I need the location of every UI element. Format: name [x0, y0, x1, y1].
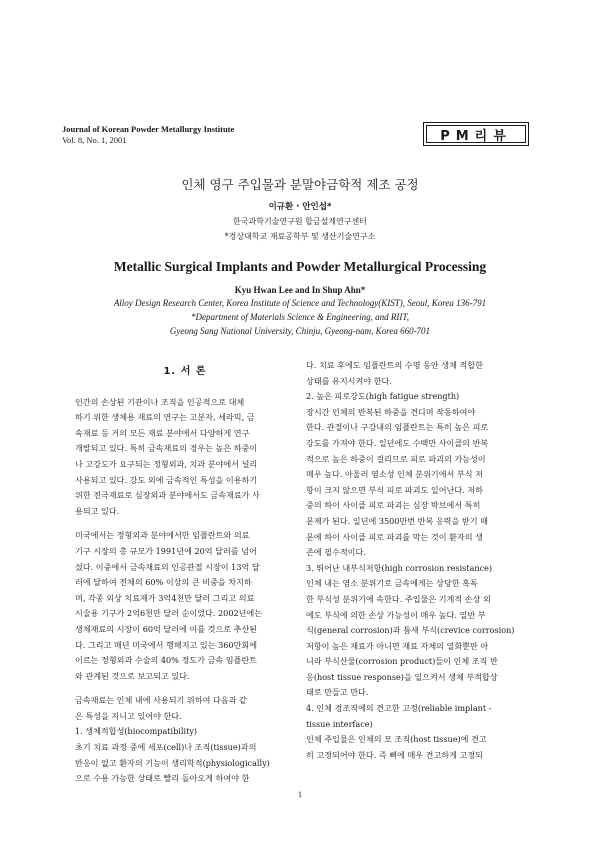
title-english: Metallic Surgical Implants and Powder Metallurgical Processing [113, 259, 487, 274]
text-line: 항이 크지 않으면 부식 피로 파괴도 일어난다. 저하 [306, 484, 483, 495]
text-line: 히 고정되어야 한다. 즉 뼈에 매우 견고하게 고정되 [306, 749, 483, 760]
section-badge: PM리뷰 [423, 122, 529, 146]
text-line: 3. 뛰어난 내부식저항(high corrosion resistance) [306, 562, 493, 573]
text-line: 하기 위한 생체용 재료의 연구는 고분자, 세라믹, 금 [75, 412, 255, 423]
text-line: 중의 하이 사이클 피로 파괴는 심장 박브에서 특히 [306, 500, 481, 511]
text-line: 상태를 유지시켜야 한다. [306, 375, 392, 386]
text-line: 용되고 있다. [75, 505, 120, 516]
text-line: 4. 인체 경조직에의 견고한 고정(reliable implant - [306, 703, 492, 714]
affiliation-korean-1: 한국과학기술연구원 합금설계연구센터 [233, 217, 367, 226]
text-line: 응(host tissue response)을 일으켜서 생체 부적합상 [306, 671, 498, 682]
section-heading: 1. 서 론 [163, 366, 207, 377]
text-line: 러에 달하여 전체의 60% 이상의 큰 비중을 차지하 [75, 577, 252, 588]
text-line: 으로 수용 가능한 상태로 빨리 돌아오게 하여야 한 [75, 773, 250, 784]
text-line: 한다. 관절이나 구강내의 임플란트는 특히 높은 피로 [306, 422, 489, 433]
affiliation-english-1: Alloy Design Research Center, Korea Institute of Science and Technology(KIST), Seoul, Korea 136-791 [113, 298, 487, 308]
text-line: 개발되고 있다. 특히 금속재료의 경우는 높은 하중이 [75, 443, 258, 454]
left-column [75, 354, 295, 787]
journal-info [62, 124, 234, 146]
text-line: 장시간 인체의 반복된 하중을 견디며 작동하여야 [306, 406, 476, 417]
authors-korean: 이규환 · 안인섭* [268, 202, 332, 212]
text-line: 위한 전극재료로 심장외과 분야에서도 금속재료가 사 [75, 490, 260, 501]
text-line: 존에 필수적이다. [306, 547, 366, 558]
text-line: 적으로 높은 하중이 걸리므로 피로 파괴의 가능성이 [306, 453, 486, 464]
text-line: 매우 높다. 아울러 염소성 인체 분위기에서 부식 저 [306, 469, 483, 480]
paragraph-gap [75, 519, 295, 528]
text-line: 반응이 없고 환자의 기능이 생리학적(physiologically) [75, 757, 270, 768]
text-line: 나 고강도가 요구되는 정형외과, 치과 분야에서 널리 [75, 458, 258, 469]
text-line: 강도를 가져야 한다. 일년에도 수백만 사이클의 반복 [306, 437, 489, 448]
text-line: 다. 그리고 매년 미국에서 행해지고 있는 360만회에 [75, 639, 258, 650]
title-korean: 인체 영구 주입물과 분말야금학적 제조 공정 [181, 177, 419, 192]
text-line: 속재료 등 거의 모든 재료 분야에서 다양하게 연구 [75, 427, 250, 438]
affiliation-korean-2: *경상대학교 재료공학부 및 생산기술연구소 [224, 232, 376, 241]
text-line: 문제가 된다. 일년에 3500만번 반복 응력을 받기 때 [306, 515, 488, 526]
text-line: 생체재료의 시장이 60억 달러에 이를 것으로 추산된 [75, 623, 258, 634]
text-line: 니라 부식산물(corrosion product)들이 인체 조직 반 [306, 656, 498, 667]
text-line: 1. 생체적합성(biocompatibility) [75, 726, 198, 737]
text-line: 에도 부식에 의한 손상 가능성이 매우 높다. 일반 부 [306, 609, 486, 620]
text-line: 다. 치료 후에도 임플란트의 수명 동안 생체 적합한 [306, 360, 483, 370]
text-line: 초기 치료 과정 중에 세포(cell)나 조직(tissue)과의 [75, 742, 257, 753]
text-line: 금속재료는 인체 내에 사용되기 위하여 다음과 같 [75, 695, 247, 706]
text-line: 와 관계된 것으로 보고되고 있다. [75, 670, 190, 681]
right-column-body [306, 358, 526, 763]
text-line: 2. 높은 피로강도(high fatigue strength) [306, 391, 460, 402]
text-line: 인간의 손상된 기관이나 조직을 인공적으로 대체 [75, 396, 245, 407]
journal-name: Journal of Korean Powder Metallurgy Institute [62, 124, 235, 134]
left-column-body [75, 395, 295, 787]
text-line: 저항이 높은 재료가 아니면 재료 자체의 열화뿐만 아 [306, 640, 489, 651]
affiliation-english-2: *Department of Materials Science & Engineering, and RIIT, [190, 312, 410, 322]
text-line: 사용되고 있다. 강도 외에 금속적인 특성을 이용하기 [75, 474, 258, 485]
text-line: 미국에서는 정형외과 분야에서만 임플란트와 의료 [75, 530, 250, 541]
right-column [306, 358, 526, 763]
text-line: 한 부식성 분위기에 속한다. 주입물은 기계적 손상 외 [306, 593, 491, 604]
text-line: 이르는 정형외과 수술의 40% 정도가 금속 임플란트 [75, 655, 257, 666]
journal-volume: Vol. 8, No. 1, 2001 [62, 135, 127, 145]
text-line: 은 특성을 지니고 있어야 한다. [75, 710, 182, 721]
affiliation-english-3: Gyeong Sang National University, Chinju, Gyeong-nam, Korea 660-701 [169, 326, 431, 336]
page-number: 1 [298, 790, 302, 799]
text-line: 문에 하이 사이클 피로 파괴를 막는 것이 환자의 생 [306, 531, 483, 542]
text-line: tissue interface) [306, 718, 373, 729]
text-line: 태로 만들고 만다. [306, 687, 369, 698]
text-line: 시술용 기구가 2억6천만 달러 순이었다. 2002년에는 [75, 608, 263, 619]
text-line: 섰다. 이중에서 금속재료의 인공관절 시장이 13억 달 [75, 561, 260, 572]
text-line: 인체 내는 염소 분위기로 금속에게는 상당한 혹독 [306, 578, 478, 589]
paragraph-gap [75, 684, 295, 693]
authors-english: Kyu Hwan Lee and In Shup Ahn* [234, 285, 366, 295]
text-line: 기구 시장의 총 규모가 1991년에 20억 달러를 넘어 [75, 545, 257, 556]
text-line: 인체 주입물은 인체의 모 조직(host tissue)에 견고 [306, 734, 487, 745]
text-line: 식(general corrosion)과 틈새 부식(crevice corrosion) [306, 625, 515, 636]
text-line: 며, 각종 외상 치료제가 3억4천만 달러 그리고 의료 [75, 592, 255, 603]
